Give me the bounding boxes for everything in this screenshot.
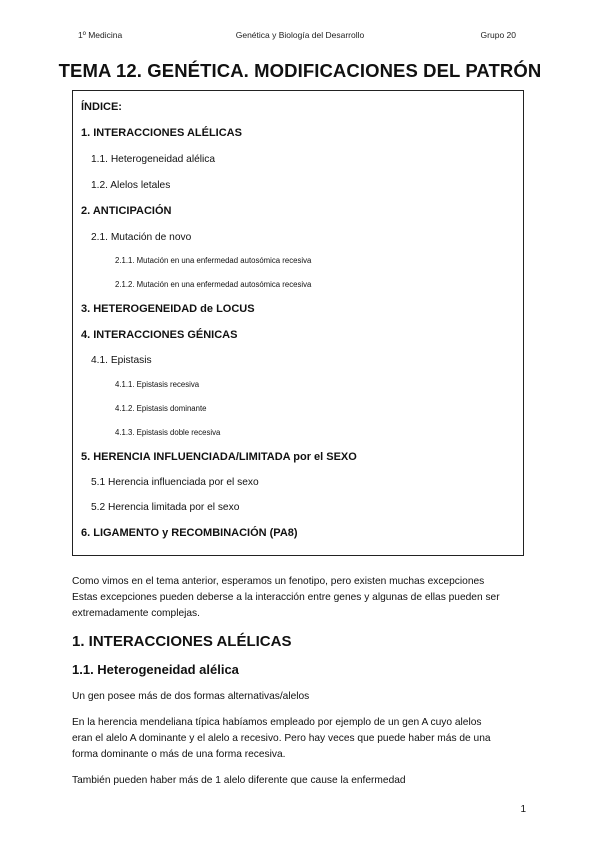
toc-item[interactable]: 4.1.2. Epistasis dominante xyxy=(115,404,207,413)
toc-item[interactable]: 4.1.3. Epistasis doble recesiva xyxy=(115,428,221,437)
toc-item[interactable]: 5.1 Herencia influenciada por el sexo xyxy=(91,477,259,488)
document-title: TEMA 12. GENÉTICA. MODIFICACIONES DEL PATRÓN xyxy=(58,60,542,81)
paragraph-2-line-2: eran el alelo A dominante y el alelo a recesivo. Pero hay veces que puede haber más de una xyxy=(72,733,491,744)
toc-item[interactable]: 5. HERENCIA INFLUENCIADA/LIMITADA por el SEXO xyxy=(81,451,357,463)
paragraph-2-line-3: forma dominante o más de una forma recesiva. xyxy=(72,749,286,760)
toc-item[interactable]: 1.1. Heterogeneidad alélica xyxy=(91,154,216,165)
paragraph-1: Un gen posee más de dos formas alternativas/alelos xyxy=(72,691,310,702)
toc-heading: ÍNDICE: xyxy=(81,101,122,113)
toc-item[interactable]: 4. INTERACCIONES GÉNICAS xyxy=(81,329,238,341)
subsection-heading: 1.1. Heterogeneidad alélica xyxy=(72,662,239,677)
toc-item[interactable]: 1.2. Alelos letales xyxy=(91,180,171,191)
toc-item[interactable]: 4.1.1. Epistasis recesiva xyxy=(115,380,200,389)
header-subject: Genética y Biología del Desarrollo xyxy=(235,30,365,40)
header-course: 1º Medicina xyxy=(78,30,123,40)
toc-item[interactable]: 6. LIGAMENTO y RECOMBINACIÓN (PA8) xyxy=(81,527,298,539)
intro-line-1: Como vimos en el tema anterior, esperamos un fenotipo, pero existen muchas excepciones xyxy=(72,576,485,587)
toc-item[interactable]: 2. ANTICIPACIÓN xyxy=(81,205,172,217)
toc-item[interactable]: 1. INTERACCIONES ALÉLICAS xyxy=(81,127,242,139)
intro-line-2: Estas excepciones pueden deberse a la interacción entre genes y algunas de ellas pueden ser xyxy=(72,592,500,603)
toc-item[interactable]: 5.2 Herencia limitada por el sexo xyxy=(91,502,240,513)
section-heading: 1. INTERACCIONES ALÉLICAS xyxy=(72,633,292,650)
toc-item[interactable]: 2.1.2. Mutación en una enfermedad autosómica recesiva xyxy=(115,280,312,289)
intro-line-3: extremadamente complejas. xyxy=(72,608,200,619)
page-number: 1 xyxy=(520,804,526,815)
paragraph-3: También pueden haber más de 1 alelo diferente que cause la enfermedad xyxy=(72,775,406,786)
header-group: Grupo 20 xyxy=(480,30,516,40)
table-of-contents xyxy=(72,90,524,556)
paragraph-2-line-1: En la herencia mendeliana típica habíamos empleado por ejemplo de un gen A cuyo alelos xyxy=(72,717,482,728)
toc-item[interactable]: 2.1.1. Mutación en una enfermedad autosómica recesiva xyxy=(115,256,312,265)
toc-item[interactable]: 4.1. Epistasis xyxy=(91,355,152,366)
toc-item[interactable]: 3. HETEROGENEIDAD de LOCUS xyxy=(81,303,255,315)
toc-item[interactable]: 2.1. Mutación de novo xyxy=(91,232,192,243)
